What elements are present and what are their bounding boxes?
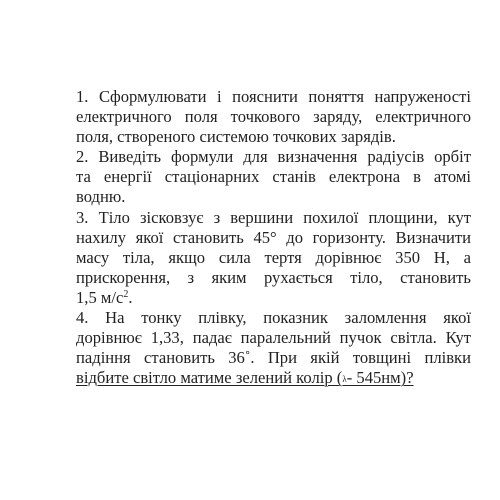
question-4-line-4 (76, 368, 471, 388)
question-4-line-2: дорівнює 1,33, падає паралельний пучок світла. Кут (76, 328, 471, 348)
question-3-period: . (128, 287, 133, 307)
question-3 (76, 208, 471, 308)
question-4 (76, 308, 471, 388)
question-1-line-1: 1. Сформулювати і пояснити поняття напруженості (76, 87, 471, 106)
acceleration-exponent: 2 (123, 288, 129, 300)
lambda-symbol: λ (342, 374, 347, 385)
acceleration-value: 1,5 м/с (76, 287, 124, 307)
question-3-line-1: 3. Тіло зісковзує з вершини похилої площини, кут (76, 207, 471, 227)
question-4-line-1: 4. На тонку плівку, показник заломлення якої (76, 308, 471, 328)
question-3-line-5 (76, 288, 471, 308)
question-3-line-2: нахилу якої становить 45° до горизонту. Визначити (76, 227, 471, 247)
question-4-line-4-end: - 545нм)? (346, 368, 414, 388)
question-2-line-3: водню. (76, 187, 126, 207)
question-2 (76, 147, 471, 207)
question-1 (76, 87, 471, 147)
question-3-line-4: прискорення, з яким рухається тіло, становить (76, 267, 471, 287)
question-3-line-3: масу тіла, якщо сила тертя дорівнює 350 Н, а (76, 247, 471, 267)
question-4-line-3: падіння становить 36˚. При якій товщині плівки (76, 348, 471, 368)
question-1-line-3: поля, створеного системою точкових зарядів. (76, 127, 396, 147)
question-2-line-2: та енергії стаціонарних станів електрона в атомі (76, 167, 471, 187)
question-1-line-2: електричного поля точкового заряду, електричного (76, 107, 471, 127)
question-4-line-4-start: відбите світло матиме зелений колір ( (76, 368, 343, 388)
question-2-line-1: 2. Виведіть формули для визначення радіусів орбіт (76, 147, 471, 167)
document-text (76, 87, 471, 388)
